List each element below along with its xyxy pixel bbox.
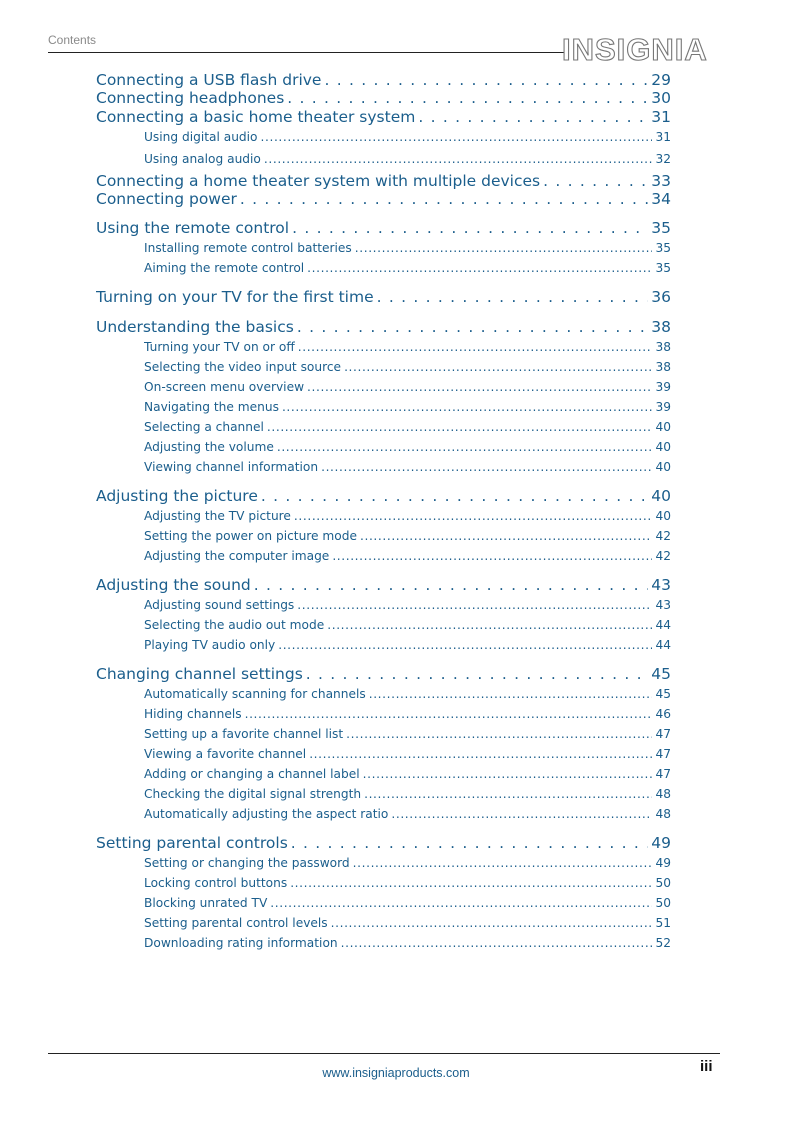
dot-leader xyxy=(377,288,649,306)
toc-entry-title: Connecting a home theater system with multiple devices xyxy=(96,172,541,190)
toc-entry-page-number: 33 xyxy=(651,172,671,190)
toc-entry-title: Adjusting the TV picture xyxy=(144,509,291,523)
toc-subsection-entry[interactable] xyxy=(144,767,671,781)
toc-entry-page-number: 45 xyxy=(655,687,671,701)
dot-leader xyxy=(291,834,648,852)
toc-entry-page-number: 40 xyxy=(655,440,671,454)
toc-entry-title: Adjusting the computer image xyxy=(144,549,330,563)
dot-leader xyxy=(278,638,652,652)
toc-entry-page-number: 46 xyxy=(655,707,671,721)
toc-subsection-entry[interactable] xyxy=(144,687,671,701)
dot-leader xyxy=(290,876,652,890)
toc-subsection-entry[interactable] xyxy=(144,727,671,741)
dot-leader xyxy=(292,219,648,237)
toc-entry-title: Adjusting sound settings xyxy=(144,598,295,612)
dot-leader xyxy=(418,108,648,126)
toc-entry-page-number: 32 xyxy=(655,152,671,166)
dot-leader xyxy=(287,89,648,107)
dot-leader xyxy=(307,380,652,394)
toc-entry-page-number: 48 xyxy=(655,787,671,801)
toc-subsection-entry[interactable] xyxy=(144,618,671,632)
toc-entry-page-number: 45 xyxy=(651,665,671,683)
dot-leader xyxy=(341,936,653,950)
toc-entry-page-number: 44 xyxy=(655,638,671,652)
dot-leader xyxy=(307,261,652,275)
footer-divider xyxy=(48,1053,720,1054)
toc-entry-title: Hiding channels xyxy=(144,707,242,721)
dot-leader xyxy=(306,665,648,683)
toc-entry-page-number: 30 xyxy=(651,89,671,107)
toc-entry-page-number: 43 xyxy=(655,598,671,612)
toc-entry-title: Using digital audio xyxy=(144,130,258,144)
toc-entry-title: Turning your TV on or off xyxy=(144,340,295,354)
toc-entry-page-number: 34 xyxy=(651,190,671,208)
toc-entry-title: Setting parental control levels xyxy=(144,916,328,930)
toc-subsection-entry[interactable] xyxy=(144,787,671,801)
toc-subsection-entry[interactable] xyxy=(144,360,671,374)
toc-entry-page-number: 38 xyxy=(651,318,671,336)
toc-entry-page-number: 47 xyxy=(655,747,671,761)
dot-leader xyxy=(327,618,652,632)
toc-section-entry[interactable] xyxy=(96,89,671,107)
toc-entry-page-number: 42 xyxy=(655,529,671,543)
dot-leader xyxy=(309,747,652,761)
toc-entry-title: Selecting a channel xyxy=(144,420,264,434)
toc-subsection-entry[interactable] xyxy=(144,380,671,394)
toc-entry-title: Automatically adjusting the aspect ratio xyxy=(144,807,389,821)
toc-subsection-entry[interactable] xyxy=(144,936,671,950)
toc-section-entry[interactable] xyxy=(96,71,671,89)
toc-subsection-entry[interactable] xyxy=(144,707,671,721)
toc-entry-title: Selecting the video input source xyxy=(144,360,342,374)
toc-entry-title: Adjusting the sound xyxy=(96,576,251,594)
toc-subsection-entry[interactable] xyxy=(144,807,671,821)
toc-entry-title: Connecting a USB flash drive xyxy=(96,71,322,89)
dot-leader xyxy=(245,707,653,721)
toc-subsection-entry[interactable] xyxy=(144,549,671,563)
toc-section-entry[interactable] xyxy=(96,318,671,336)
toc-subsection-entry[interactable] xyxy=(144,638,671,652)
toc-subsection-entry[interactable] xyxy=(144,440,671,454)
toc-entry-page-number: 42 xyxy=(655,549,671,563)
toc-entry-title: Navigating the menus xyxy=(144,400,279,414)
dot-leader xyxy=(355,241,653,255)
toc-entry-page-number: 29 xyxy=(651,71,671,89)
toc-entry-page-number: 51 xyxy=(655,916,671,930)
toc-entry-page-number: 36 xyxy=(651,288,671,306)
toc-entry-title: Adjusting the volume xyxy=(144,440,274,454)
toc-entry-page-number: 48 xyxy=(655,807,671,821)
toc-entry-page-number: 49 xyxy=(655,856,671,870)
dot-leader xyxy=(297,318,648,336)
toc-entry-title: Viewing a favorite channel xyxy=(144,747,307,761)
toc-entry-page-number: 38 xyxy=(655,360,671,374)
dot-leader xyxy=(332,549,652,563)
toc-subsection-entry[interactable] xyxy=(144,152,671,166)
dot-leader xyxy=(360,529,652,543)
dot-leader xyxy=(364,787,652,801)
toc-subsection-entry[interactable] xyxy=(144,876,671,890)
toc-section-entry[interactable] xyxy=(96,665,671,683)
toc-entry-page-number: 47 xyxy=(655,767,671,781)
toc-entry-page-number: 38 xyxy=(655,340,671,354)
dot-leader xyxy=(331,916,653,930)
toc-entry-title: Connecting power xyxy=(96,190,237,208)
toc-subsection-entry[interactable] xyxy=(144,509,671,523)
toc-subsection-entry[interactable] xyxy=(144,130,671,144)
toc-entry-title: Connecting a basic home theater system xyxy=(96,108,416,126)
toc-entry-page-number: 50 xyxy=(655,896,671,910)
toc-entry-page-number: 40 xyxy=(655,420,671,434)
toc-entry-title: Viewing channel information xyxy=(144,460,319,474)
toc-entry-page-number: 35 xyxy=(651,219,671,237)
toc-entry-title: Installing remote control batteries xyxy=(144,241,352,255)
toc-entry-title: Connecting headphones xyxy=(96,89,285,107)
toc-subsection-entry[interactable] xyxy=(144,529,671,543)
page-number: iii xyxy=(700,1058,713,1075)
toc-section-entry[interactable] xyxy=(96,288,671,306)
header-section-label: Contents xyxy=(48,33,97,47)
toc-entry-title: Adjusting the picture xyxy=(96,487,258,505)
toc-entry-page-number: 40 xyxy=(651,487,671,505)
toc-subsection-entry[interactable] xyxy=(144,261,671,275)
toc-entry-page-number: 50 xyxy=(655,876,671,890)
dot-leader xyxy=(264,152,653,166)
toc-entry-title: Setting parental controls xyxy=(96,834,288,852)
dot-leader xyxy=(240,190,648,208)
toc-subsection-entry[interactable] xyxy=(144,856,671,870)
toc-entry-title: On-screen menu overview xyxy=(144,380,305,394)
toc-entry-title: Setting the power on picture mode xyxy=(144,529,357,543)
toc-subsection-entry[interactable] xyxy=(144,340,671,354)
dot-leader xyxy=(254,576,649,594)
toc-entry-page-number: 43 xyxy=(651,576,671,594)
toc-entry-title: Automatically scanning for channels xyxy=(144,687,366,701)
toc-entry-title: Locking control buttons xyxy=(144,876,288,890)
dot-leader xyxy=(344,360,652,374)
dot-leader xyxy=(282,400,653,414)
dot-leader xyxy=(261,487,648,505)
toc-subsection-entry[interactable] xyxy=(144,598,671,612)
toc-entry-title: Turning on your TV for the first time xyxy=(96,288,374,306)
toc-subsection-entry[interactable] xyxy=(144,916,671,930)
toc-entry-page-number: 35 xyxy=(655,261,671,275)
dot-leader xyxy=(391,807,652,821)
dot-leader xyxy=(261,130,653,144)
toc-entry-title: Downloading rating information xyxy=(144,936,338,950)
toc-subsection-entry[interactable] xyxy=(144,747,671,761)
dot-leader xyxy=(346,727,652,741)
dot-leader xyxy=(543,172,648,190)
toc-section-entry[interactable] xyxy=(96,834,671,852)
dot-leader xyxy=(369,687,653,701)
dot-leader xyxy=(324,71,648,89)
toc-entry-page-number: 35 xyxy=(655,241,671,255)
toc-entry-page-number: 47 xyxy=(655,727,671,741)
dot-leader xyxy=(321,460,652,474)
toc-entry-title: Using analog audio xyxy=(144,152,261,166)
dot-leader xyxy=(277,440,653,454)
footer-website-link[interactable]: www.insigniaproducts.com xyxy=(322,1066,470,1080)
toc-entry-page-number: 39 xyxy=(655,380,671,394)
toc-entry-page-number: 39 xyxy=(655,400,671,414)
toc-subsection-entry[interactable] xyxy=(144,400,671,414)
toc-entry-title: Adding or changing a channel label xyxy=(144,767,360,781)
toc-section-entry[interactable] xyxy=(96,172,671,190)
toc-entry-title: Setting up a favorite channel list xyxy=(144,727,344,741)
dot-leader xyxy=(297,598,652,612)
toc-entry-page-number: 40 xyxy=(655,509,671,523)
toc-entry-page-number: 44 xyxy=(655,618,671,632)
toc-subsection-entry[interactable] xyxy=(144,896,671,910)
dot-leader xyxy=(363,767,653,781)
toc-entry-title: Aiming the remote control xyxy=(144,261,305,275)
toc-entry-title: Understanding the basics xyxy=(96,318,294,336)
toc-entry-page-number: 31 xyxy=(651,108,671,126)
toc-entry-page-number: 49 xyxy=(651,834,671,852)
dot-leader xyxy=(270,896,652,910)
toc-entry-title: Playing TV audio only xyxy=(144,638,276,652)
dot-leader xyxy=(294,509,653,523)
toc-entry-page-number: 40 xyxy=(655,460,671,474)
toc-subsection-entry[interactable] xyxy=(144,460,671,474)
toc-entry-title: Blocking unrated TV xyxy=(144,896,268,910)
toc-entry-title: Using the remote control xyxy=(96,219,290,237)
toc-section-entry[interactable] xyxy=(96,576,671,594)
dot-leader xyxy=(267,420,653,434)
toc-subsection-entry[interactable] xyxy=(144,241,671,255)
toc-entry-title: Changing channel settings xyxy=(96,665,303,683)
toc-entry-page-number: 31 xyxy=(655,130,671,144)
toc-entry-page-number: 52 xyxy=(655,936,671,950)
dot-leader xyxy=(353,856,653,870)
dot-leader xyxy=(298,340,653,354)
toc-subsection-entry[interactable] xyxy=(144,420,671,434)
toc-section-entry[interactable] xyxy=(96,190,671,208)
toc-section-entry[interactable] xyxy=(96,108,671,126)
toc-entry-title: Selecting the audio out mode xyxy=(144,618,325,632)
toc-entry-title: Checking the digital signal strength xyxy=(144,787,362,801)
toc-section-entry[interactable] xyxy=(96,487,671,505)
insignia-logo: INSIGNIA xyxy=(562,32,708,67)
toc-entry-title: Setting or changing the password xyxy=(144,856,350,870)
toc-section-entry[interactable] xyxy=(96,219,671,237)
